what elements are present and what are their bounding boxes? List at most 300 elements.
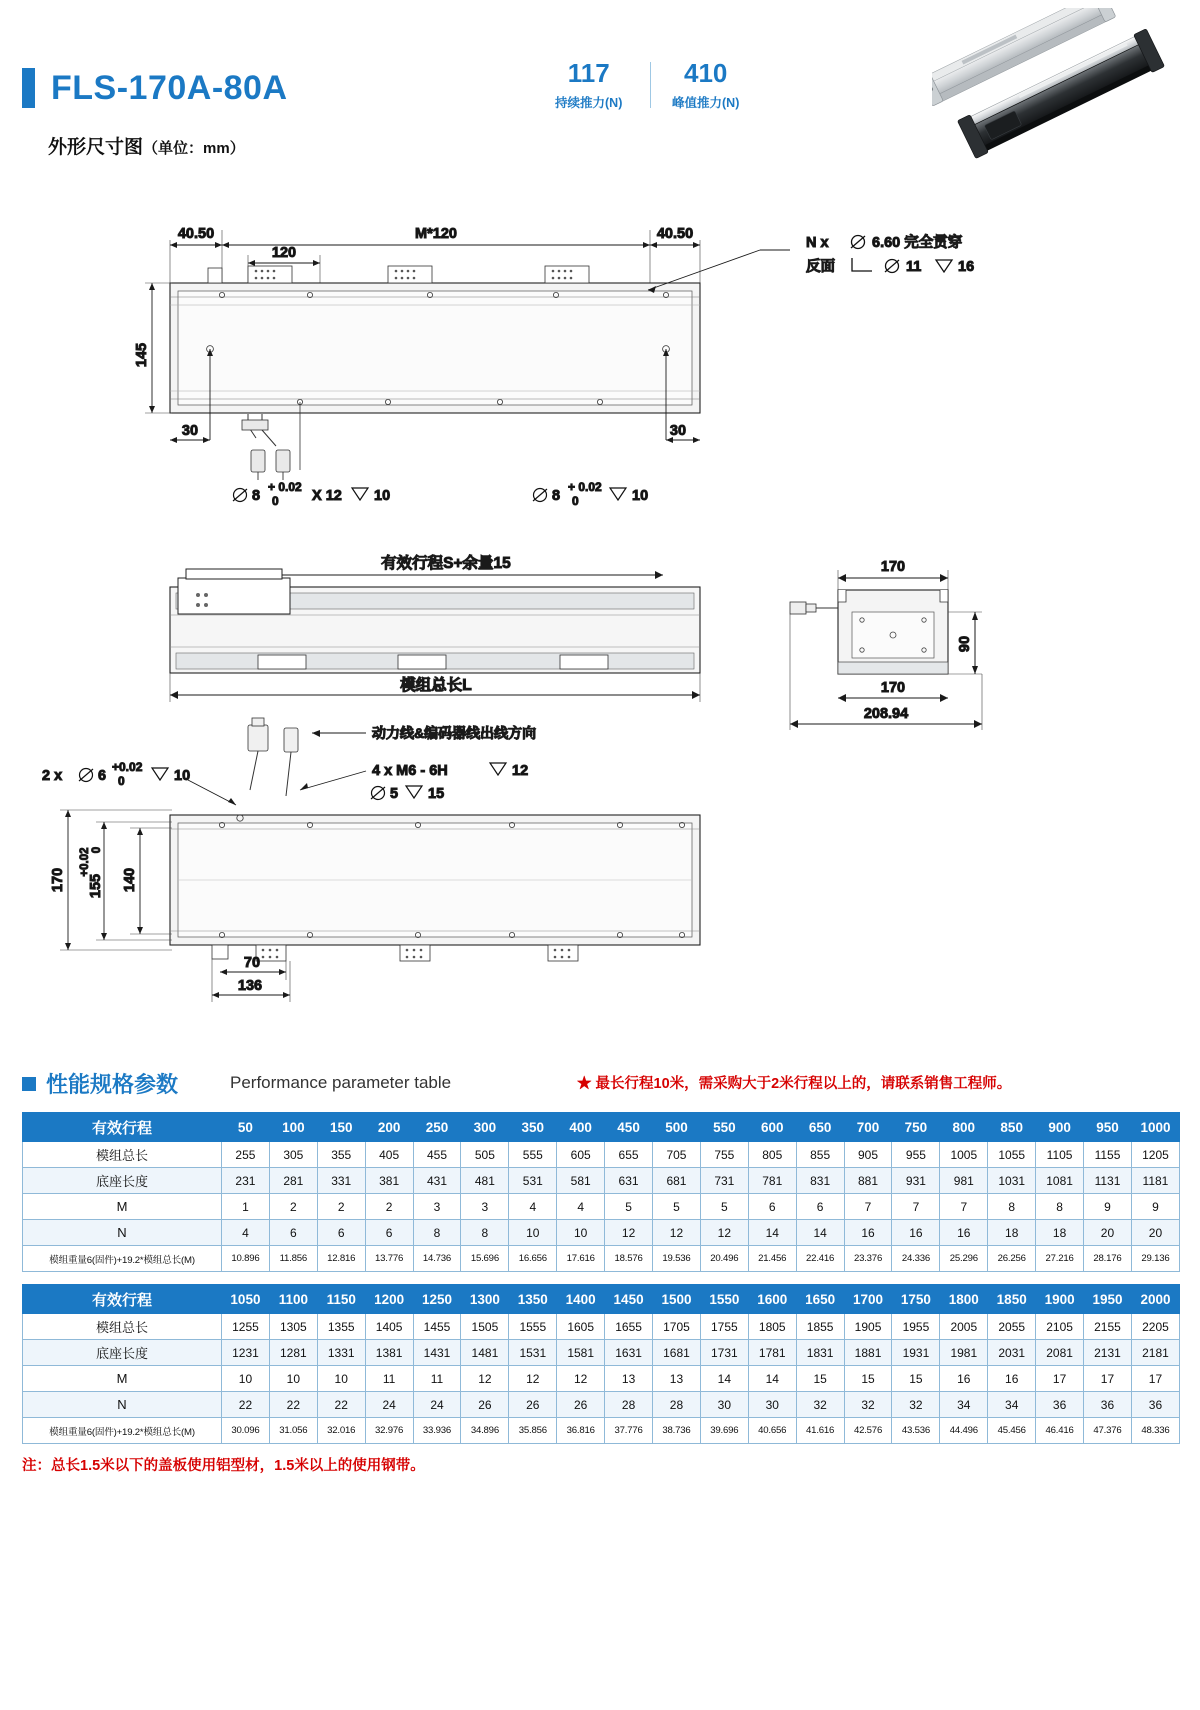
- cell-b2-total_length-15: 2005: [940, 1314, 988, 1340]
- hole-note-depth2: 16: [958, 259, 975, 275]
- cell-b1-m-5: 3: [461, 1194, 509, 1220]
- cell-b2-m-3: 11: [365, 1366, 413, 1392]
- section-marker-icon: [22, 1077, 36, 1091]
- cell-b1-total_length-16: 1055: [988, 1142, 1036, 1168]
- cell-b2-stroke-7: 1400: [557, 1285, 605, 1314]
- cell-b1-m-4: 3: [413, 1194, 461, 1220]
- cell-b1-total_length-9: 705: [653, 1142, 701, 1168]
- cell-b2-total_length-5: 1505: [461, 1314, 509, 1340]
- row-header-total_length: 模组总长: [23, 1142, 222, 1168]
- dim-90: 90: [957, 635, 973, 653]
- row-header-m: M: [23, 1366, 222, 1392]
- cell-b2-weight-13: 42.576: [844, 1418, 892, 1444]
- dim-30-left: 30: [181, 423, 199, 439]
- cell-b2-stroke-1: 1100: [269, 1285, 317, 1314]
- cell-b2-m-0: 10: [222, 1366, 270, 1392]
- title-accent-bar: [22, 68, 35, 108]
- cell-b2-weight-2: 32.016: [317, 1418, 365, 1444]
- stroke-label: 有效行程S+余量15: [381, 555, 511, 572]
- cell-b2-weight-19: 48.336: [1131, 1418, 1179, 1444]
- continuous-force-label: 持续推力(N): [555, 96, 623, 110]
- cell-b1-n-8: 12: [605, 1220, 653, 1246]
- thread-note: 4 x M6 - 6H: [372, 763, 448, 779]
- dim-30-right: 30: [669, 423, 687, 439]
- peak-force-block: [672, 60, 739, 111]
- cell-b2-weight-3: 32.976: [365, 1418, 413, 1444]
- cell-b2-base_length-11: 1781: [748, 1340, 796, 1366]
- cell-b2-weight-11: 40.656: [748, 1418, 796, 1444]
- cell-b2-total_length-6: 1555: [509, 1314, 557, 1340]
- dim-170-top: 170: [880, 559, 906, 575]
- continuous-force-block: [555, 60, 622, 111]
- cell-b2-m-7: 12: [557, 1366, 605, 1392]
- cell-b1-n-0: 4: [222, 1220, 270, 1246]
- cell-b1-total_length-6: 555: [509, 1142, 557, 1168]
- pin-dia-note: 5: [390, 786, 399, 802]
- cell-b2-weight-4: 33.936: [413, 1418, 461, 1444]
- cell-b1-base_length-16: 1031: [988, 1168, 1036, 1194]
- cell-b2-n-14: 32: [892, 1392, 940, 1418]
- cell-b1-n-16: 18: [988, 1220, 1036, 1246]
- row-header-weight: 模组重量6(固件)+19.2*模组总长(M): [23, 1246, 222, 1272]
- cell-b2-base_length-10: 1731: [700, 1340, 748, 1366]
- cell-b1-n-17: 18: [1036, 1220, 1084, 1246]
- cell-b2-n-0: 22: [222, 1392, 270, 1418]
- row-header-base_length: 底座长度: [23, 1340, 222, 1366]
- cell-b2-m-11: 14: [748, 1366, 796, 1392]
- cell-b1-m-17: 8: [1036, 1194, 1084, 1220]
- cell-b2-n-15: 34: [940, 1392, 988, 1418]
- cell-b1-base_length-19: 1181: [1131, 1168, 1179, 1194]
- cell-b2-m-16: 16: [988, 1366, 1036, 1392]
- cell-b2-m-12: 15: [796, 1366, 844, 1392]
- dim-140: 140: [122, 867, 138, 893]
- cell-b1-base_length-13: 881: [844, 1168, 892, 1194]
- cell-b2-m-10: 14: [700, 1366, 748, 1392]
- subtitle-unit: （单位：mm）: [143, 140, 245, 157]
- thread-depth: 12: [512, 763, 529, 779]
- cell-b1-base_length-0: 231: [222, 1168, 270, 1194]
- page-title: FLS-170A-80A: [51, 68, 288, 107]
- cell-b1-weight-6: 16.656: [509, 1246, 557, 1272]
- bore-left-qty: X 12: [312, 488, 342, 504]
- cell-b1-n-5: 8: [461, 1220, 509, 1246]
- cell-b2-n-12: 32: [796, 1392, 844, 1418]
- cell-b2-m-18: 17: [1084, 1366, 1132, 1392]
- table-row: [23, 1113, 1180, 1142]
- cell-b1-stroke-0: 50: [222, 1113, 270, 1142]
- cell-b2-base_length-19: 2181: [1131, 1340, 1179, 1366]
- cell-b2-stroke-4: 1250: [413, 1285, 461, 1314]
- cell-b2-stroke-10: 1550: [700, 1285, 748, 1314]
- pin-note-depth: 10: [174, 768, 191, 784]
- cell-b1-total_length-12: 855: [796, 1142, 844, 1168]
- cell-b1-n-11: 14: [748, 1220, 796, 1246]
- cell-b1-stroke-18: 950: [1084, 1113, 1132, 1142]
- dim-70: 70: [243, 955, 261, 971]
- cell-b2-stroke-6: 1350: [509, 1285, 557, 1314]
- performance-title-en: Performance parameter table: [230, 1073, 452, 1092]
- cell-b1-stroke-9: 500: [653, 1113, 701, 1142]
- cell-b1-n-3: 6: [365, 1220, 413, 1246]
- cell-b2-n-2: 22: [317, 1392, 365, 1418]
- cell-b2-n-5: 26: [461, 1392, 509, 1418]
- cell-b2-base_length-7: 1581: [557, 1340, 605, 1366]
- cell-b2-base_length-16: 2031: [988, 1340, 1036, 1366]
- cell-b2-stroke-8: 1450: [605, 1285, 653, 1314]
- cell-b1-weight-7: 17.616: [557, 1246, 605, 1272]
- cell-b2-n-6: 26: [509, 1392, 557, 1418]
- cell-b2-n-3: 24: [365, 1392, 413, 1418]
- pin-note-tol-up: +0.02: [112, 760, 143, 774]
- cell-b2-m-17: 17: [1036, 1366, 1084, 1392]
- cell-b1-n-12: 14: [796, 1220, 844, 1246]
- cell-b2-weight-1: 31.056: [269, 1418, 317, 1444]
- cell-b2-stroke-16: 1850: [988, 1285, 1036, 1314]
- cell-b1-weight-19: 29.136: [1131, 1246, 1179, 1272]
- dim-170-bottomview: 170: [50, 867, 66, 893]
- param-table-block-2: [22, 1284, 1180, 1444]
- cell-b1-total_length-18: 1155: [1084, 1142, 1132, 1168]
- cell-b2-total_length-12: 1855: [796, 1314, 844, 1340]
- cell-b2-stroke-14: 1750: [892, 1285, 940, 1314]
- cell-b2-stroke-3: 1200: [365, 1285, 413, 1314]
- cell-b2-total_length-2: 1355: [317, 1314, 365, 1340]
- cell-b1-n-10: 12: [700, 1220, 748, 1246]
- cell-b2-total_length-9: 1705: [653, 1314, 701, 1340]
- cell-b1-total_length-7: 605: [557, 1142, 605, 1168]
- cell-b2-base_length-1: 1281: [269, 1340, 317, 1366]
- row-header-n: N: [23, 1392, 222, 1418]
- pin-note-qty: 2 x: [42, 768, 63, 784]
- dim-120: 120: [271, 245, 297, 261]
- cell-b1-n-4: 8: [413, 1220, 461, 1246]
- cell-b1-weight-3: 13.776: [365, 1246, 413, 1272]
- cell-b2-weight-5: 34.896: [461, 1418, 509, 1444]
- cell-b1-n-18: 20: [1084, 1220, 1132, 1246]
- cell-b2-total_length-0: 1255: [222, 1314, 270, 1340]
- cell-b2-n-1: 22: [269, 1392, 317, 1418]
- cell-b1-stroke-14: 750: [892, 1113, 940, 1142]
- cell-b1-m-7: 4: [557, 1194, 605, 1220]
- cell-b1-total_length-14: 955: [892, 1142, 940, 1168]
- cell-b2-m-1: 10: [269, 1366, 317, 1392]
- performance-title-cn: 性能规格参数: [46, 1072, 179, 1097]
- cell-b1-base_length-14: 931: [892, 1168, 940, 1194]
- cell-b2-base_length-8: 1631: [605, 1340, 653, 1366]
- cell-b2-weight-10: 39.696: [700, 1418, 748, 1444]
- cell-b2-m-5: 12: [461, 1366, 509, 1392]
- cell-b1-weight-10: 20.496: [700, 1246, 748, 1272]
- cell-b1-weight-8: 18.576: [605, 1246, 653, 1272]
- cell-b1-n-7: 10: [557, 1220, 605, 1246]
- hole-note-dia: 6.60 完全贯穿: [872, 235, 963, 251]
- cell-b2-stroke-18: 1950: [1084, 1285, 1132, 1314]
- cell-b2-n-10: 30: [700, 1392, 748, 1418]
- dim-145: 145: [134, 342, 150, 368]
- cell-b1-total_length-1: 305: [269, 1142, 317, 1168]
- cell-b1-m-16: 8: [988, 1194, 1036, 1220]
- table-row: [23, 1392, 1180, 1418]
- cell-b2-n-8: 28: [605, 1392, 653, 1418]
- cell-b2-stroke-5: 1300: [461, 1285, 509, 1314]
- cell-b1-stroke-12: 650: [796, 1113, 844, 1142]
- table-row: [23, 1418, 1180, 1444]
- dim-170-bottom: 170: [880, 680, 906, 696]
- cell-b2-weight-6: 35.856: [509, 1418, 557, 1444]
- cell-b1-base_length-5: 481: [461, 1168, 509, 1194]
- cell-b2-stroke-9: 1500: [653, 1285, 701, 1314]
- cell-b1-m-2: 2: [317, 1194, 365, 1220]
- bore-left-tol-dn: 0: [272, 494, 279, 508]
- cell-b2-n-4: 24: [413, 1392, 461, 1418]
- dim-20894: 208.94: [863, 706, 909, 722]
- cell-b1-total_length-17: 1105: [1036, 1142, 1084, 1168]
- row-header-stroke: 有效行程: [23, 1113, 222, 1142]
- dimension-drawings: [0, 150, 1200, 1055]
- cell-b2-weight-15: 44.496: [940, 1418, 988, 1444]
- cell-b2-n-19: 36: [1131, 1392, 1179, 1418]
- cell-b1-total_length-5: 505: [461, 1142, 509, 1168]
- row-header-n: N: [23, 1220, 222, 1246]
- cell-b1-total_length-15: 1005: [940, 1142, 988, 1168]
- cell-b1-n-9: 12: [653, 1220, 701, 1246]
- table-row: [23, 1246, 1180, 1272]
- cell-b2-base_length-6: 1531: [509, 1340, 557, 1366]
- cell-b1-stroke-5: 300: [461, 1113, 509, 1142]
- cell-b1-m-15: 7: [940, 1194, 988, 1220]
- cell-b1-m-3: 2: [365, 1194, 413, 1220]
- cell-b2-base_length-5: 1481: [461, 1340, 509, 1366]
- cell-b1-base_length-3: 381: [365, 1168, 413, 1194]
- cell-b2-base_length-4: 1431: [413, 1340, 461, 1366]
- cell-b2-stroke-13: 1700: [844, 1285, 892, 1314]
- cell-b1-stroke-3: 200: [365, 1113, 413, 1142]
- cell-b1-total_length-8: 655: [605, 1142, 653, 1168]
- cell-b2-n-17: 36: [1036, 1392, 1084, 1418]
- cell-b2-base_length-9: 1681: [653, 1340, 701, 1366]
- subtitle-label: 外形尺寸图: [48, 137, 144, 158]
- cell-b2-weight-14: 43.536: [892, 1418, 940, 1444]
- cell-b1-stroke-1: 100: [269, 1113, 317, 1142]
- cell-b1-total_length-13: 905: [844, 1142, 892, 1168]
- drawing-svg: [0, 150, 1200, 1055]
- cell-b1-m-10: 5: [700, 1194, 748, 1220]
- hole-note-dia2: 11: [906, 259, 922, 275]
- row-header-weight: 模组重量6(固件)+19.2*模组总长(M): [23, 1418, 222, 1444]
- bore-left-depth: 10: [374, 488, 391, 504]
- cell-b2-total_length-10: 1755: [700, 1314, 748, 1340]
- dim-155-tol-up: +0.02: [79, 847, 91, 877]
- cell-b1-n-14: 16: [892, 1220, 940, 1246]
- cell-b1-n-2: 6: [317, 1220, 365, 1246]
- bore-right-depth: 10: [632, 488, 649, 504]
- cell-b2-stroke-17: 1900: [1036, 1285, 1084, 1314]
- cell-b2-stroke-11: 1600: [748, 1285, 796, 1314]
- cell-b1-stroke-8: 450: [605, 1113, 653, 1142]
- cell-b1-stroke-15: 800: [940, 1113, 988, 1142]
- cell-b2-stroke-0: 1050: [222, 1285, 270, 1314]
- cell-b2-weight-9: 38.736: [653, 1418, 701, 1444]
- continuous-force-value: 117: [567, 58, 610, 88]
- bore-left-tol-up: + 0.02: [268, 480, 302, 494]
- cell-b1-weight-4: 14.736: [413, 1246, 461, 1272]
- cell-b1-stroke-6: 350: [509, 1113, 557, 1142]
- cell-b2-weight-8: 37.776: [605, 1418, 653, 1444]
- cell-b2-total_length-11: 1805: [748, 1314, 796, 1340]
- cell-b1-base_length-2: 331: [317, 1168, 365, 1194]
- performance-section: [0, 1068, 1200, 1475]
- cell-b1-m-9: 5: [653, 1194, 701, 1220]
- cell-b2-base_length-12: 1831: [796, 1340, 844, 1366]
- cell-b2-n-11: 30: [748, 1392, 796, 1418]
- total-length-label: 模组总长L: [400, 677, 472, 694]
- cell-b2-n-18: 36: [1084, 1392, 1132, 1418]
- cell-b2-n-7: 26: [557, 1392, 605, 1418]
- cell-b1-m-18: 9: [1084, 1194, 1132, 1220]
- cell-b1-m-19: 9: [1131, 1194, 1179, 1220]
- cell-b1-n-6: 10: [509, 1220, 557, 1246]
- peak-force-value: 410: [683, 58, 728, 88]
- cell-b2-base_length-13: 1881: [844, 1340, 892, 1366]
- cell-b1-weight-5: 15.696: [461, 1246, 509, 1272]
- bore-right-tol-dn: 0: [572, 494, 579, 508]
- cell-b2-n-16: 34: [988, 1392, 1036, 1418]
- cell-b1-m-6: 4: [509, 1194, 557, 1220]
- cell-b2-total_length-18: 2155: [1084, 1314, 1132, 1340]
- hole-note-line2: 反面: [806, 259, 835, 275]
- table-row: [23, 1285, 1180, 1314]
- cell-b2-m-4: 11: [413, 1366, 461, 1392]
- cell-b2-total_length-1: 1305: [269, 1314, 317, 1340]
- cell-b1-total_length-3: 405: [365, 1142, 413, 1168]
- cell-b1-m-11: 6: [748, 1194, 796, 1220]
- cell-b2-base_length-17: 2081: [1036, 1340, 1084, 1366]
- cell-b1-weight-16: 26.256: [988, 1246, 1036, 1272]
- page-header: [0, 0, 1200, 158]
- cell-b2-base_length-0: 1231: [222, 1340, 270, 1366]
- cell-b2-stroke-12: 1650: [796, 1285, 844, 1314]
- cell-b2-m-9: 13: [653, 1366, 701, 1392]
- cell-b2-n-13: 32: [844, 1392, 892, 1418]
- cell-b2-n-9: 28: [653, 1392, 701, 1418]
- cell-b1-weight-13: 23.376: [844, 1246, 892, 1272]
- cell-b1-stroke-11: 600: [748, 1113, 796, 1142]
- cell-b1-total_length-11: 805: [748, 1142, 796, 1168]
- performance-header: [22, 1068, 1200, 1108]
- cell-b1-weight-11: 21.456: [748, 1246, 796, 1272]
- cell-b1-base_length-1: 281: [269, 1168, 317, 1194]
- table-row: [23, 1168, 1180, 1194]
- cell-b2-weight-18: 47.376: [1084, 1418, 1132, 1444]
- bore-left-dia: 8: [252, 488, 261, 504]
- row-header-stroke: 有效行程: [23, 1285, 222, 1314]
- cell-b1-m-1: 2: [269, 1194, 317, 1220]
- cell-b1-base_length-10: 731: [700, 1168, 748, 1194]
- cell-b1-total_length-4: 455: [413, 1142, 461, 1168]
- bore-right-tol-up: + 0.02: [568, 480, 602, 494]
- cell-b1-n-19: 20: [1131, 1220, 1179, 1246]
- dim-right-40: 40.50: [656, 226, 694, 242]
- cell-b2-m-14: 15: [892, 1366, 940, 1392]
- pin-note-dia: 6: [98, 768, 107, 784]
- cell-b1-stroke-19: 1000: [1131, 1113, 1179, 1142]
- cell-b1-stroke-17: 900: [1036, 1113, 1084, 1142]
- dim-136: 136: [237, 978, 263, 994]
- cell-b2-m-15: 16: [940, 1366, 988, 1392]
- row-header-base_length: 底座长度: [23, 1168, 222, 1194]
- cell-b2-stroke-19: 2000: [1131, 1285, 1179, 1314]
- cell-b2-m-19: 17: [1131, 1366, 1179, 1392]
- cell-b1-stroke-16: 850: [988, 1113, 1036, 1142]
- cell-b2-m-6: 12: [509, 1366, 557, 1392]
- cell-b1-m-8: 5: [605, 1194, 653, 1220]
- cell-b1-weight-15: 25.296: [940, 1246, 988, 1272]
- cell-b2-base_length-14: 1931: [892, 1340, 940, 1366]
- cell-b1-base_length-4: 431: [413, 1168, 461, 1194]
- cell-b1-total_length-2: 355: [317, 1142, 365, 1168]
- cell-b2-total_length-4: 1455: [413, 1314, 461, 1340]
- cell-b1-weight-18: 28.176: [1084, 1246, 1132, 1272]
- table-row: [23, 1314, 1180, 1340]
- product-photo: [932, 8, 1182, 173]
- dim-155-tol-dn: 0: [91, 846, 103, 854]
- cell-b1-base_length-18: 1131: [1084, 1168, 1132, 1194]
- cell-b1-base_length-8: 631: [605, 1168, 653, 1194]
- cell-b2-base_length-2: 1331: [317, 1340, 365, 1366]
- cell-b2-base_length-15: 1981: [940, 1340, 988, 1366]
- table-row: [23, 1366, 1180, 1392]
- bore-right-dia: 8: [552, 488, 561, 504]
- cell-b2-total_length-13: 1905: [844, 1314, 892, 1340]
- cell-b2-weight-7: 36.816: [557, 1418, 605, 1444]
- cell-b1-base_length-6: 531: [509, 1168, 557, 1194]
- force-divider: [650, 62, 651, 108]
- cable-direction-note: 动力线&编码器线出线方向: [372, 725, 537, 741]
- dim-155: 155: [88, 873, 104, 899]
- cell-b2-m-2: 10: [317, 1366, 365, 1392]
- cell-b2-total_length-19: 2205: [1131, 1314, 1179, 1340]
- cell-b1-stroke-7: 400: [557, 1113, 605, 1142]
- cell-b1-stroke-4: 250: [413, 1113, 461, 1142]
- cell-b1-m-14: 7: [892, 1194, 940, 1220]
- cell-b1-n-1: 6: [269, 1220, 317, 1246]
- cell-b1-m-13: 7: [844, 1194, 892, 1220]
- dim-pitch-m120: M*120: [415, 226, 457, 242]
- row-header-m: M: [23, 1194, 222, 1220]
- cell-b1-base_length-9: 681: [653, 1168, 701, 1194]
- cell-b1-base_length-11: 781: [748, 1168, 796, 1194]
- cell-b2-total_length-17: 2105: [1036, 1314, 1084, 1340]
- cell-b2-m-13: 15: [844, 1366, 892, 1392]
- cell-b2-total_length-14: 1955: [892, 1314, 940, 1340]
- cell-b1-stroke-10: 550: [700, 1113, 748, 1142]
- performance-note: ★ 最长行程10米，需采购大于2米行程以上的，请联系销售工程师。: [577, 1076, 1012, 1092]
- cell-b2-stroke-2: 1150: [317, 1285, 365, 1314]
- cell-b2-base_length-3: 1381: [365, 1340, 413, 1366]
- table-row: [23, 1194, 1180, 1220]
- cell-b1-stroke-13: 700: [844, 1113, 892, 1142]
- cell-b2-base_length-18: 2131: [1084, 1340, 1132, 1366]
- cell-b1-base_length-7: 581: [557, 1168, 605, 1194]
- table-row: [23, 1220, 1180, 1246]
- param-table-block-1: [22, 1112, 1180, 1272]
- cell-b1-m-12: 6: [796, 1194, 844, 1220]
- cell-b1-weight-1: 11.856: [269, 1246, 317, 1272]
- row-header-total_length: 模组总长: [23, 1314, 222, 1340]
- cell-b1-m-0: 1: [222, 1194, 270, 1220]
- cell-b2-weight-16: 45.456: [988, 1418, 1036, 1444]
